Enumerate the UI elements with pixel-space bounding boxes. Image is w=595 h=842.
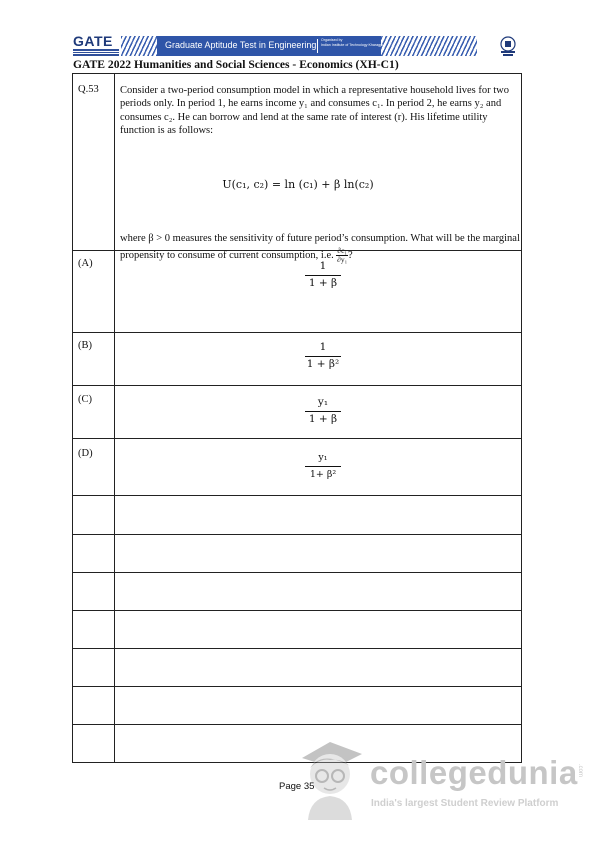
banner-title: Graduate Aptitude Test in Engineering: [165, 40, 317, 50]
option-b-fraction: [263, 341, 383, 371]
question-mark: ?: [348, 249, 353, 261]
row-divider: [73, 534, 521, 535]
question-text: [120, 84, 520, 137]
derivative-denominator: ∂y₁: [337, 255, 348, 264]
option-a-denominator: 1 + β: [308, 277, 338, 289]
option-d-fraction: [263, 451, 383, 481]
option-c-numerator: y₁: [317, 396, 329, 408]
option-d-numerator: y₁: [318, 452, 328, 463]
row-divider: [73, 332, 521, 333]
watermark-tld: .com: [577, 764, 583, 778]
option-a-label: (A): [78, 258, 93, 269]
question-stem: Consider a two-period consumption model in which a representative household lives for two periods only. In period 1, he earns income y₁ and consumes c₁. In period 2, he earns y₂ and consumes c₂. He can borrow and lend at the same rate of interest (r). His lifetime utility function is as follows:: [120, 85, 509, 136]
gate-logo-bars: [73, 49, 119, 56]
option-c-label: (C): [78, 394, 92, 405]
organised-by-label: Organised by: [321, 38, 343, 42]
row-divider: [73, 610, 521, 611]
row-divider: [73, 385, 521, 386]
banner-divider: [317, 39, 318, 53]
option-d-label: (D): [78, 448, 93, 459]
row-divider: [73, 686, 521, 687]
gate-logo-text: GATE: [73, 33, 113, 49]
option-b-label: (B): [78, 340, 92, 351]
option-d-denominator: 1+ β²: [309, 469, 337, 480]
banner-organiser: [321, 38, 385, 48]
header-banner: [73, 34, 523, 58]
gate-logo: [73, 34, 119, 58]
question-table: [72, 73, 522, 763]
option-c-denominator: 1 + β: [308, 413, 338, 425]
question-prompt: where β > 0 measures the sensitivity of future period’s consumption. What will be the marginal propensity to consume of current consumption, i.e.: [120, 233, 520, 261]
option-c-fraction: [263, 396, 383, 426]
option-b-numerator: 1: [319, 341, 327, 353]
page-number: Page 35: [279, 781, 315, 792]
row-divider: [73, 495, 521, 496]
iit-kharagpur-emblem-icon: [497, 35, 519, 57]
question-number: Q.53: [78, 84, 99, 95]
row-divider: [73, 724, 521, 725]
option-b-denominator: 1 + β²: [306, 358, 340, 370]
option-a-numerator: 1: [319, 260, 327, 272]
option-a-fraction: [263, 260, 383, 290]
fraction-bar: [305, 411, 341, 412]
utility-formula: U(c₁, c₂) = ln (c₁) + β ln(c₂): [222, 178, 374, 191]
row-divider: [73, 572, 521, 573]
watermark-brand: collegedunia: [370, 754, 578, 791]
watermark-tagline: India's largest Student Review Platform: [371, 798, 559, 809]
watermark-mascot-icon: [292, 728, 368, 820]
fraction-bar: [305, 466, 341, 467]
banner-title-box: [157, 36, 386, 56]
row-divider: [73, 648, 521, 649]
fraction-bar: [305, 275, 341, 276]
row-divider: [73, 438, 521, 439]
fraction-bar: [305, 356, 341, 357]
document-title: GATE 2022 Humanities and Social Sciences - Economics (XH-C1): [73, 58, 399, 71]
banner-stripes: [121, 36, 477, 56]
derivative-numerator: ∂c₁: [337, 246, 348, 255]
organiser-name: Indian Institute of Technology Kharagpur: [321, 43, 386, 47]
